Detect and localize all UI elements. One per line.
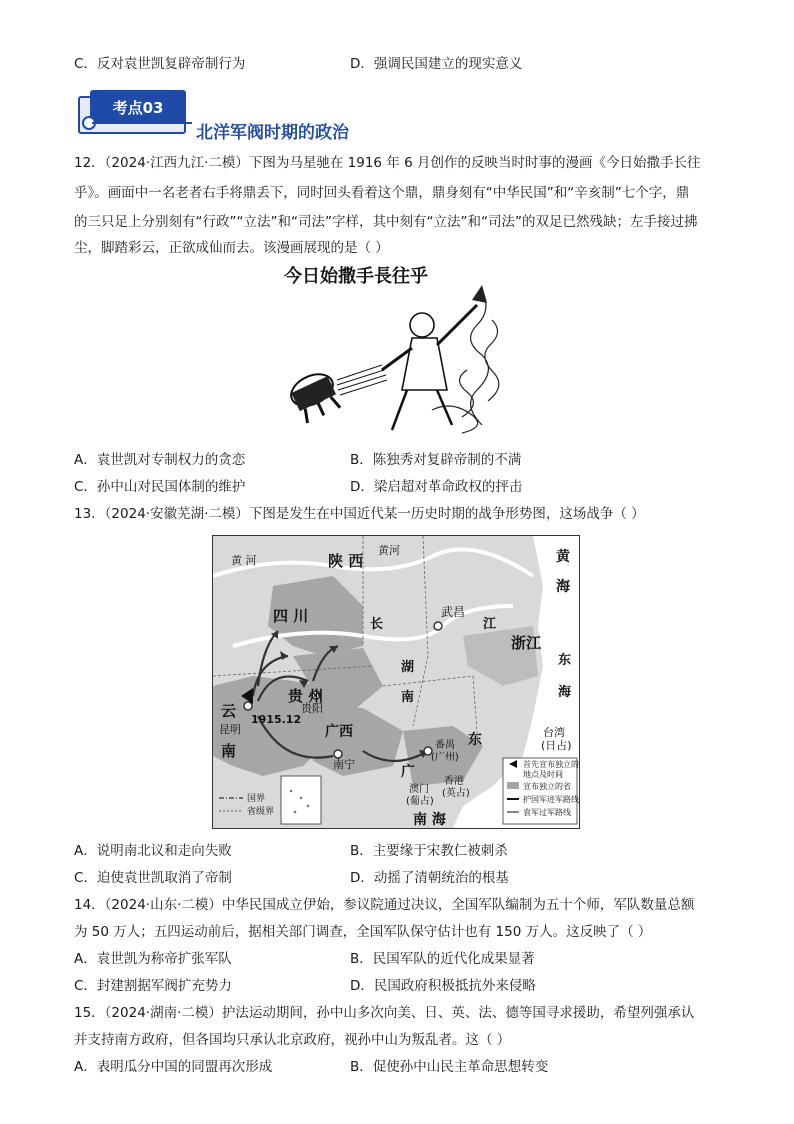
map-label-guangxi: 广西 <box>325 724 353 740</box>
q15-line2: 并支持南方政府，但各国均只承认北京政府，视孙中山为叛乱者。这（ ） <box>74 1032 511 1048</box>
map-label-legend1b: 地点及时间 <box>523 770 563 779</box>
map-label-guangzhou: (广州) <box>431 752 459 763</box>
q14-option-a: A．袁世凯为称帝扩张军队 <box>74 951 232 967</box>
map-label-sichuan: 四 川 <box>273 607 309 625</box>
cartoon-title: 今日始撒手長往乎 <box>284 266 428 287</box>
map-label-huanghai2: 海 <box>556 579 570 595</box>
map-label-huanghai: 黄 <box>556 549 570 565</box>
map-label-donghai: 东 <box>558 653 572 668</box>
map-label-donghai2: 海 <box>558 685 572 700</box>
q12-line1: 12．（2024·江西九江·二模）下图为马星驰在 1916 年 6 月创作的反映当时时事的漫画《今日始撒手长往 <box>74 155 701 171</box>
map-label-aomen: 澳门 <box>409 784 429 795</box>
map-label-aomen2: (葡占) <box>406 796 434 807</box>
q14-line2: 为 50 万人；五四运动前后，据相关部门调查，全国军队保守估计也有 150 万人。这反映了（ ） <box>74 924 652 940</box>
map-label-dong: 东 <box>468 732 482 748</box>
section-badge: 考点03 <box>90 90 186 124</box>
map-label-guiyang: 贵阳 <box>301 702 323 715</box>
option-c: C．反对袁世凯复辟帝制行为 <box>74 56 246 72</box>
map-label-shaanxi: 陕 西 <box>328 552 364 570</box>
map-label-hunan2: 南 <box>401 690 415 705</box>
option-d: D．强调民国建立的现实意义 <box>350 56 523 72</box>
q15-line1: 15．（2024·湖南·二模）护法运动期间，孙中山多次向美、日、英、法、德等国寻求援助，希望列强承认 <box>74 1005 695 1021</box>
map-label-legend-guojie: 国界 <box>247 794 266 804</box>
q13-option-c: C．迫使袁世凯取消了帝制 <box>74 870 232 886</box>
cartoon-illustration <box>272 260 522 445</box>
cartoon-figure <box>272 260 522 445</box>
map-label-legend-shengjie: 省级界 <box>247 807 275 817</box>
map-label-huanghe2: 黄河 <box>378 544 400 557</box>
q15-option-a: A．表明瓜分中国的同盟再次形成 <box>74 1059 273 1075</box>
map-label-yun: 云 <box>221 702 237 720</box>
q12-option-c: C．孙中山对民国体制的维护 <box>74 479 246 495</box>
map-label-huanghe1: 黄 河 <box>231 554 257 567</box>
q14-line1: 14．（2024·山东·二模）中华民国成立伊始，参议院通过决议，全国军队编制为五十个师，军队数量总额 <box>74 897 695 913</box>
q14-option-b: B．民国军队的近代化成果显著 <box>350 951 535 967</box>
map-label-zhejiang: 浙江 <box>511 634 542 652</box>
q12-option-d: D．梁启超对革命政权的抨击 <box>350 479 523 495</box>
map-label-legend3: 护国军进军路线 <box>523 795 579 804</box>
map-label-xianggang2: (英占) <box>442 788 470 799</box>
q13-option-a: A．说明南北议和走向失败 <box>74 843 232 859</box>
q14-option-c: C．封建割据军阀扩充势力 <box>74 978 232 994</box>
map-label-guang: 广 <box>401 764 415 780</box>
map-label-nan: 南 <box>221 742 237 760</box>
section-header <box>78 86 378 143</box>
q15-option-b: B．促使孙中山民主革命思想转变 <box>350 1059 549 1075</box>
map-label-wuchang: 武昌 <box>441 605 466 619</box>
map-label-taiwan: 台湾 <box>543 726 565 739</box>
war-map-svg <box>213 536 579 828</box>
map-label-xianggang: 香港 <box>444 776 464 787</box>
section-title: 北洋军阀时期的政治 <box>196 123 349 143</box>
map-label-chang: 长 <box>370 617 384 632</box>
q12-option-a: A．袁世凯对专制权力的贪恋 <box>74 452 246 468</box>
map-label-nanhai: 南 海 <box>413 812 446 828</box>
q14-option-d: D．民国政府积极抵抗外来侵略 <box>350 978 536 994</box>
q12-option-b: B．陈独秀对复辟帝制的不满 <box>350 452 522 468</box>
map-label-guizhou: 贵 州 <box>288 687 324 705</box>
map-label-legend1a: 首先宣布独立的 <box>523 760 579 769</box>
map-label-legend4: 袁军过军路线 <box>523 808 571 817</box>
map-label-date: 1915.12 <box>251 713 302 726</box>
q12-line3: 的三只足上分别刻有“行政”“立法”和“司法”字样，其中刻有“立法”和“司法”的双足已然残缺；左手接过拂 <box>74 214 698 230</box>
map-label-jiang: 江 <box>483 617 497 632</box>
q13-line1: 13．（2024·安徽芜湖·二模）下图是发生在中国近代某一历史时期的战争形势图，这场战争（ ） <box>74 506 645 522</box>
map-label-legend2: 宣布独立的省 <box>523 782 571 791</box>
map-label-nanning: 南宁 <box>333 758 355 771</box>
map-label-taiwan2: (日占) <box>541 739 572 752</box>
map-label-kunming: 昆明 <box>219 723 241 736</box>
q12-line2: 乎》。画面中一名老者右手将鼎丢下，同时回头看着这个鼎，鼎身刻有“中华民国”和“辛亥制”七个字，鼎 <box>74 185 690 201</box>
badge-underline <box>92 122 192 124</box>
map-label-hunan: 湖 <box>401 660 415 675</box>
q12-line4: 尘，脚踏彩云，正欲成仙而去。该漫画展现的是（ ） <box>74 240 389 256</box>
war-map <box>212 535 580 829</box>
q13-option-b: B．主要缘于宋教仁被刺杀 <box>350 843 508 859</box>
map-label-panyu: 番禺 <box>435 740 455 751</box>
q13-option-d: D．动摇了清朝统治的根基 <box>350 870 509 886</box>
